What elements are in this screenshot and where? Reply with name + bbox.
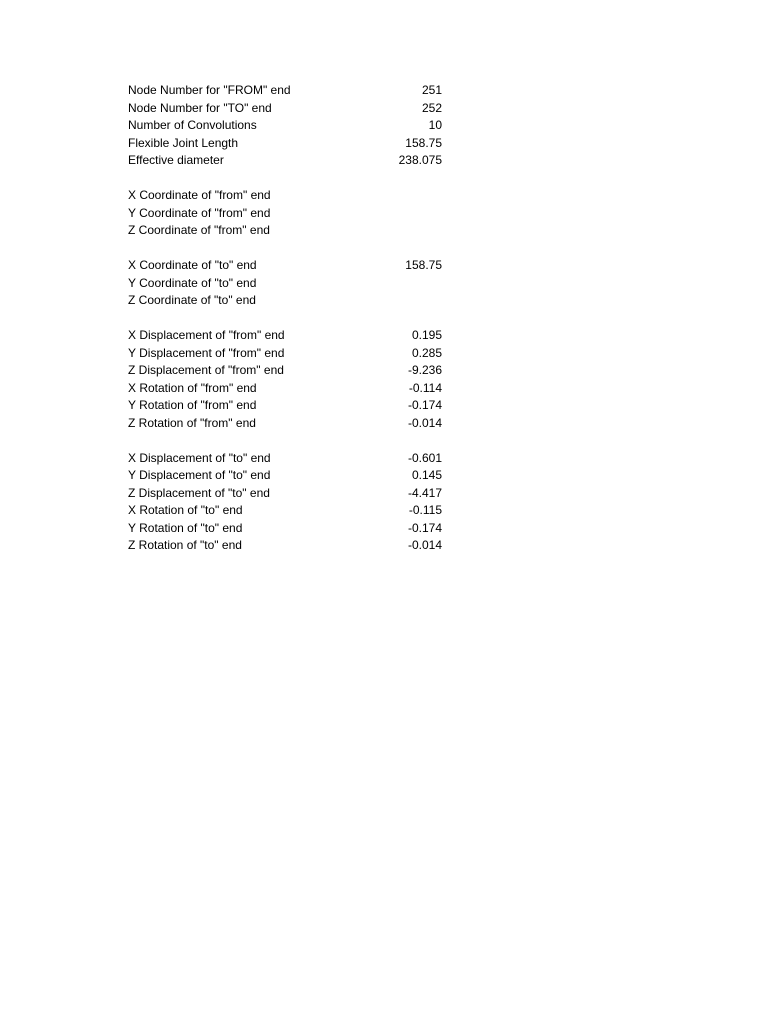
row-label: X Rotation of "from" end bbox=[128, 380, 257, 395]
row-value: -0.014 bbox=[407, 538, 442, 552]
row-label: Y Rotation of "from" end bbox=[128, 398, 257, 412]
table-row bbox=[128, 485, 442, 503]
row-label: Number of Convolutions bbox=[128, 118, 257, 132]
to-coordinates-group bbox=[128, 257, 442, 310]
table-row bbox=[128, 450, 442, 468]
row-value: 10 bbox=[428, 118, 442, 132]
row-value: 252 bbox=[421, 100, 442, 115]
row-value: -0.115 bbox=[408, 503, 442, 517]
table-row bbox=[128, 82, 442, 100]
row-label: X Coordinate of "from" end bbox=[128, 188, 271, 202]
row-value: -9.236 bbox=[407, 363, 442, 377]
row-label: Z Rotation of "to" end bbox=[128, 538, 242, 552]
row-value: -0.014 bbox=[407, 415, 442, 430]
row-label: Z Displacement of "to" end bbox=[128, 485, 270, 500]
to-displacements-group bbox=[128, 450, 442, 555]
table-row bbox=[128, 502, 442, 520]
row-value: 0.285 bbox=[411, 345, 442, 360]
table-row bbox=[128, 222, 442, 240]
table-row bbox=[128, 205, 442, 223]
row-label: Y Coordinate of "from" end bbox=[128, 205, 271, 220]
spreadsheet-page bbox=[128, 82, 442, 572]
table-row bbox=[128, 520, 442, 538]
from-coordinates-group bbox=[128, 187, 442, 240]
row-value: -0.601 bbox=[407, 450, 442, 465]
row-label: X Rotation of "to" end bbox=[128, 503, 243, 517]
table-row bbox=[128, 292, 442, 310]
table-row bbox=[128, 117, 442, 135]
row-value: 0.145 bbox=[411, 468, 442, 482]
row-label: Z Coordinate of "to" end bbox=[128, 293, 256, 307]
row-label: Z Displacement of "from" end bbox=[128, 363, 284, 377]
row-label: Z Coordinate of "from" end bbox=[128, 223, 270, 237]
table-row bbox=[128, 415, 442, 433]
row-label: Flexible Joint Length bbox=[128, 135, 239, 150]
row-label: Node Number for "TO" end bbox=[128, 100, 272, 115]
row-value: 251 bbox=[421, 83, 442, 97]
row-value: 238.075 bbox=[398, 153, 442, 167]
row-value: 158.75 bbox=[405, 258, 442, 272]
row-label: Y Displacement of "to" end bbox=[128, 468, 271, 482]
table-row bbox=[128, 275, 442, 293]
table-row bbox=[128, 345, 442, 363]
table-row bbox=[128, 362, 442, 380]
table-row bbox=[128, 327, 442, 345]
row-label: X Displacement of "from" end bbox=[128, 328, 285, 342]
row-label: X Coordinate of "to" end bbox=[128, 258, 257, 272]
row-label: Y Displacement of "from" end bbox=[128, 345, 285, 360]
row-label: Y Coordinate of "to" end bbox=[128, 275, 257, 290]
table-row bbox=[128, 100, 442, 118]
row-label: Node Number for "FROM" end bbox=[128, 83, 291, 97]
row-value: -0.114 bbox=[408, 380, 442, 395]
table-row bbox=[128, 152, 442, 170]
row-value: -0.174 bbox=[407, 520, 442, 535]
table-row bbox=[128, 257, 442, 275]
row-value: -0.174 bbox=[407, 398, 442, 412]
row-label: Z Rotation of "from" end bbox=[128, 415, 256, 430]
joint-properties-group bbox=[128, 82, 442, 170]
from-displacements-group bbox=[128, 327, 442, 432]
row-label: X Displacement of "to" end bbox=[128, 450, 271, 465]
row-value: 158.75 bbox=[405, 135, 442, 150]
row-label: Effective diameter bbox=[128, 153, 224, 167]
table-row bbox=[128, 380, 442, 398]
row-label: Y Rotation of "to" end bbox=[128, 520, 243, 535]
table-row bbox=[128, 187, 442, 205]
row-value: 0.195 bbox=[411, 328, 442, 342]
table-row bbox=[128, 397, 442, 415]
row-value: -4.417 bbox=[407, 485, 442, 500]
table-row bbox=[128, 467, 442, 485]
table-row bbox=[128, 135, 442, 153]
table-row bbox=[128, 537, 442, 555]
